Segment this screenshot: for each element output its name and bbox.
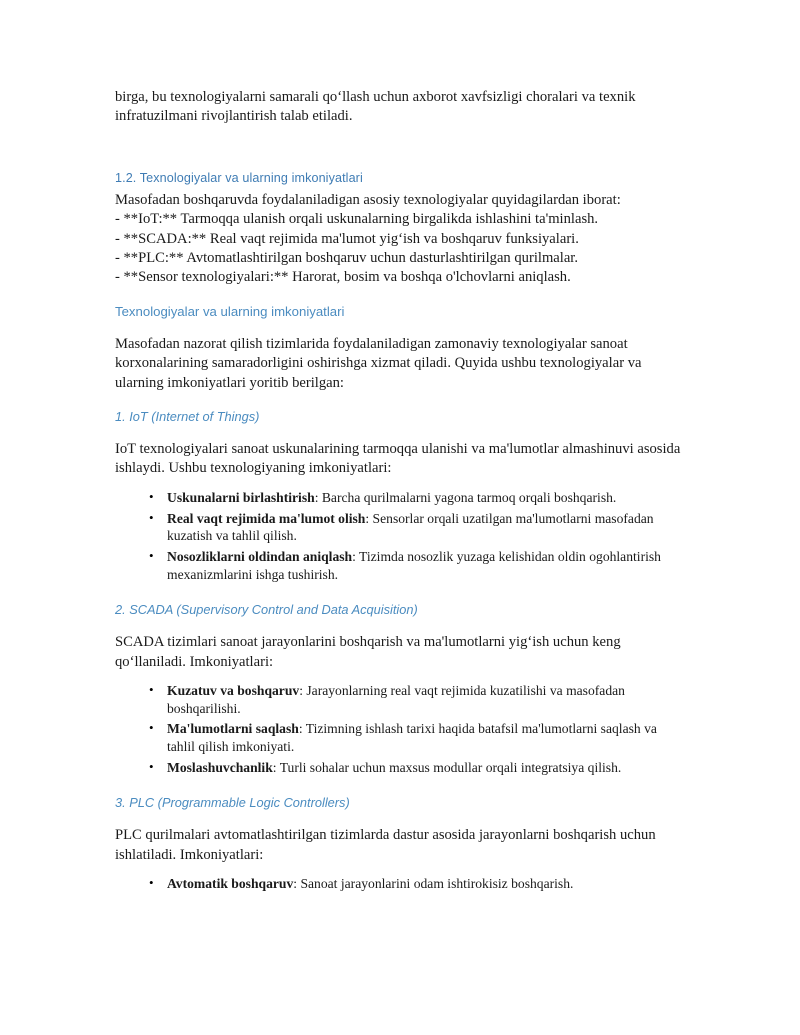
spacer [115, 127, 685, 171]
section-heading-1-2: 1.2. Texnologiyalar va ularning imkoniyatlari [115, 170, 363, 185]
bullet-term: Kuzatuv va boshqaruv [167, 683, 300, 699]
section-1-2-list [115, 210, 685, 288]
list-item: - **SCADA:** Real vaqt rejimida ma'lumot yig‘ish va boshqaruv funksiyalari. [115, 230, 579, 247]
spacer [115, 810, 685, 826]
spacer [115, 779, 685, 795]
bullet-text: : Sensorlar orqali uzatilgan ma'lumotlarni masofadan kuzatish va tahlil qilish. [167, 510, 654, 544]
bullet-term: Uskunalarni birlashtirish [167, 489, 315, 505]
section-heading-technologies: Texnologiyalar va ularning imkoniyatlari [115, 303, 345, 319]
intro-paragraph: birga, bu texnologiyalarni samarali qo‘llash uchun axborot xavfsizligi choralari va texnik infratuzilmani rivojlantirish talab etiladi. [115, 89, 636, 125]
section-heading-iot: 1. IoT (Internet of Things) [115, 409, 260, 425]
bullet-text: : Sanoat jarayonlarini odam ishtirokisiz boshqarish. [293, 876, 574, 892]
section-1-2-lead: Masofadan boshqaruvda foydalaniladigan asosiy texnologiyalar quyidagilardan iborat: [115, 191, 621, 208]
spacer [115, 672, 685, 682]
list-item: - **Sensor texnologiyalari:** Harorat, bosim va boshqa o'lchovlarni aniqlash. [115, 269, 571, 286]
bullet-text: : Tizimning ishlash tarixi haqida batafsil ma'lumotlarni saqlash va tahlil qilish imkoniyati. [167, 721, 657, 755]
list-item: - **IoT:** Tarmoqqa ulanish orqali uskunalarning birgalikda ishlashini ta'minlash. [115, 211, 599, 228]
list-item [167, 489, 685, 507]
spacer [115, 865, 685, 875]
bullet-text: : Tizimda nosozlik yuzaga kelishidan oldin ogohlantirish mexanizmlarini ishga tushirish. [167, 548, 661, 582]
list-item [167, 510, 685, 545]
bullet-text: : Jarayonlarning real vaqt rejimida kuzatilishi va masofadan boshqarilishi. [167, 683, 625, 716]
list-item [167, 720, 685, 755]
section-scada-paragraph: SCADA tizimlari sanoat jarayonlarini boshqarish va ma'lumotlarni yig‘ish uchun keng qo‘llaniladi. Imkoniyatlari: [115, 634, 621, 670]
bullet-text: : Barcha qurilmalarni yagona tarmoq orqali boshqarish. [314, 489, 617, 505]
section-technologies-paragraph: Masofadan nazorat qilish tizimlarida foydalaniladigan zamonaviy texnologiyalar sanoat korxonalarining samaradorligini oshirishga xizmat qiladi. Quyida ushbu texnologiyalar va ularning imkoniyatlari yoritib berilgan: [115, 335, 642, 391]
bullet-term: Ma'lumotlarni saqlash [167, 721, 299, 737]
section-iot-bullets [115, 489, 685, 583]
spacer [115, 288, 685, 304]
section-heading-scada: 2. SCADA (Supervisory Control and Data Acquisition) [115, 602, 418, 618]
spacer [115, 617, 685, 633]
section-scada-bullets [115, 682, 685, 776]
list-item [167, 875, 685, 893]
spacer [115, 319, 685, 335]
bullet-term: Nosozliklarni oldindan aniqlash [167, 548, 353, 564]
list-item: - **PLC:** Avtomatlashtirilgan boshqaruv uchun dasturlashtirilgan qurilmalar. [115, 250, 579, 267]
section-plc-bullets [115, 875, 685, 893]
list-item [167, 759, 685, 777]
bullet-term: Real vaqt rejimida ma'lumot olish [167, 510, 366, 526]
bullet-text: : Turli sohalar uchun maxsus modullar orqali integratsiya qilish. [272, 759, 622, 775]
bullet-term: Moslashuvchanlik [167, 759, 273, 775]
bullet-term: Avtomatik boshqaruv [167, 876, 294, 892]
spacer [115, 424, 685, 440]
section-plc-paragraph: PLC qurilmalari avtomatlashtirilgan tizimlarda dastur asosida jarayonlarni boshqarish uchun ishlatiladi. Imkoniyatlari: [115, 827, 656, 863]
list-item [167, 682, 685, 717]
spacer [115, 393, 685, 409]
spacer [115, 586, 685, 602]
list-item [167, 548, 685, 583]
section-iot-paragraph: IoT texnologiyalari sanoat uskunalarining tarmoqqa ulanishi va ma'lumotlar almashinuvi asosida ishlaydi. Ushbu texnologiyaning imkoniyatlari: [115, 441, 681, 477]
spacer [115, 479, 685, 489]
section-heading-plc: 3. PLC (Programmable Logic Controllers) [115, 795, 350, 811]
